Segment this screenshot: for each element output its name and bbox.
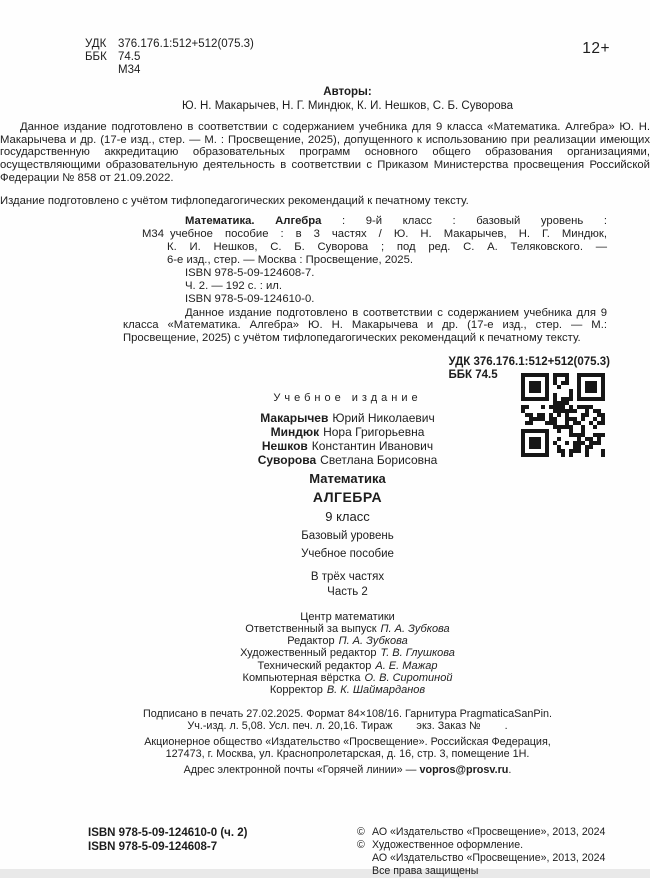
title-level: Базовый уровень xyxy=(301,529,394,542)
catalog-card-line-4: 6-е изд., стер. — Москва : Просвещение, 2025. xyxy=(167,253,413,266)
footer-block xyxy=(85,826,610,878)
hotline-email: vopros@prosv.ru xyxy=(419,764,509,777)
catalog-card-line-2: М34 учебное пособие : в 3 частях / Ю. Н. Макарычев, Н. Г. Миндюк, xyxy=(142,228,607,241)
print-volume-line: Уч.-изд. л. 5,08. Усл. печ. л. 20,16. Тираж экз. Заказ № . xyxy=(187,719,508,732)
catalog-card-title-line: Математика. Алгебра : 9-й класс : базовый уровень : xyxy=(185,215,607,228)
footer-isbn-part: ISBN 978-5-09-124610-0 (ч. 2) xyxy=(88,826,248,839)
udk-value: 376.176.1:512+512(075.3) xyxy=(118,38,254,50)
print-date-line: Подписано в печать 27.02.2025. Формат 84×108/16. Гарнитура PragmaticaSanPin. xyxy=(142,707,552,720)
classification-block xyxy=(85,38,610,77)
title-subject: Математика xyxy=(309,470,386,486)
catalog-card xyxy=(142,215,607,305)
edition-author: Миндюк Нора Григорьевна xyxy=(270,424,425,439)
print-imprint-block xyxy=(85,708,610,777)
staff-role: Художественный редактор Т. В. Глушкова xyxy=(240,647,455,660)
catalog-card-line-3: К. И. Нешков, С. Б. Суворова ; под ред. С. А. Теляковского. — xyxy=(167,241,607,254)
catalog-card-isbn-part: ISBN 978-5-09-124610-0. xyxy=(185,292,315,305)
bbk-label: ББК xyxy=(85,51,107,63)
staff-center: Центр математики xyxy=(300,610,395,623)
staff-role: Корректор В. К. Шаймарданов xyxy=(269,684,426,697)
authors-heading: Авторы: xyxy=(323,86,372,98)
copyright-line: Все права защищены xyxy=(372,864,479,877)
authors-line: Ю. Н. Макарычев, Н. Г. Миндюк, К. И. Нешков, С. Б. Суворова xyxy=(181,100,513,112)
catalog-card-isbn-series: ISBN 978-5-09-124608-7. xyxy=(185,266,315,279)
publisher-line-1: Акционерное общество «Издательство «Просвещение». Российская Федерация, xyxy=(144,736,551,749)
udk-line-bold: УДК 376.176.1:512+512(075.3) xyxy=(448,355,610,368)
title-course: АЛГЕБРА xyxy=(312,488,383,505)
udk-label: УДК xyxy=(85,38,107,50)
catalog-code-spacer xyxy=(85,64,118,77)
annotation-paragraph-1: Данное издание подготовлено в соответствии с содержанием учебника для 9 класса «Математика. Алгебра» Ю. Н. Макарычева и др. (17-е изд., стер. — М. : Просвещение, 2025), допущенного к использованию при реализации имеющих государственную аккредитацию образовательных программ основного общего образования организациями, осуществляющими образовательную деятельность в соответствии с Приказом Министерства просвещения Российской Федерации № 858 от 21.09.2022. xyxy=(0,121,650,184)
edition-author: Нешков Константин Иванович xyxy=(261,439,434,454)
catalog-card-code: М34 xyxy=(142,228,164,241)
hotline-email-line: Адрес электронной почты «Горячей линии» — vopros@prosv.ru. xyxy=(183,764,512,777)
edition-kind: Учебное издание xyxy=(273,391,422,404)
staff-role: Компьютерная вёрстка О. В. Сиротиной xyxy=(242,672,453,685)
edition-author: Суворова Светлана Борисовна xyxy=(257,453,438,468)
footer-isbn-series: ISBN 978-5-09-124608-7 xyxy=(88,840,218,853)
book-title-block xyxy=(85,471,610,598)
staff-role: Ответственный за выпуск П. А. Зубкова xyxy=(245,622,450,635)
qr-code-icon xyxy=(521,373,607,459)
catalog-card-part-line: Ч. 2. — 192 с. : ил. xyxy=(185,279,283,292)
copyright-block xyxy=(357,826,610,878)
bbk-value: 74.5 xyxy=(118,51,141,63)
copyright-line: © АО «Издательство «Просвещение», 2013, 2024 xyxy=(357,825,606,838)
copyright-line: © Художественное оформление. xyxy=(357,838,524,851)
editorial-staff-block xyxy=(85,611,610,697)
staff-role: Редактор П. А. Зубкова xyxy=(287,635,408,648)
staff-role: Технический редактор А. Е. Мажар xyxy=(257,659,438,672)
edition-author: Макарычев Юрий Николаевич xyxy=(260,410,435,425)
udk-bbk-codes xyxy=(85,38,254,77)
title-type: Учебное пособие xyxy=(301,547,394,560)
catalog-card-title: Математика. Алгебра xyxy=(185,215,322,228)
title-part-number: Часть 2 xyxy=(327,585,368,598)
catalog-card-note: Данное издание подготовлено в соответствии с содержанием учебника для 9 класса «Математика. Алгебра» Ю. Н. Макарычева и др. (17-е изд., стер. — М.: Просвещение, 2025) с учётом тифлопедагогических рекомендаций к печатному тексту. xyxy=(123,306,607,344)
publisher-line-2: 127473, г. Москва, ул. Краснопролетарская, д. 16, стр. 3, помещение 1Н. xyxy=(165,748,530,761)
copyright-line: АО «Издательство «Просвещение», 2013, 2024 xyxy=(372,851,606,864)
catalog-code: М34 xyxy=(118,64,141,76)
footer-isbn-block xyxy=(88,826,247,878)
title-parts: В трёх частях xyxy=(310,570,385,583)
bbk-line-bold: ББК 74.5 xyxy=(448,368,498,381)
annotation-paragraph-2: Издание подготовлено с учётом тифлопедагогических рекомендаций к печатному тексту. xyxy=(0,194,469,207)
title-grade: 9 класс xyxy=(325,508,370,524)
age-rating-badge: 12+ xyxy=(582,40,610,57)
